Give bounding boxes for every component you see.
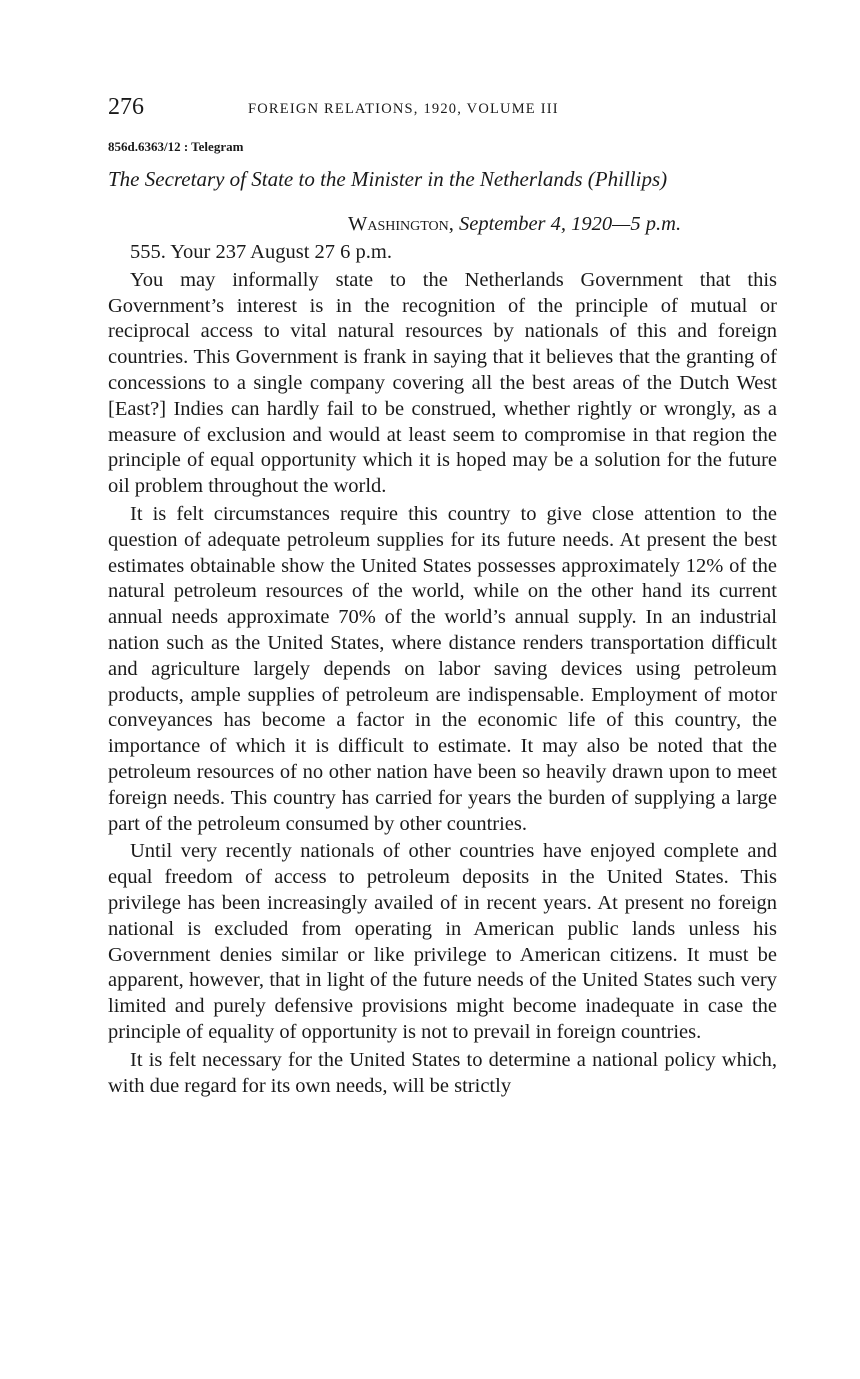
file-reference: 856d.6363/12 : Telegram — [108, 139, 244, 154]
paragraph-reference: 555. Your 237 August 27 6 p.m. — [130, 241, 392, 263]
document-title: The Secretary of State to the Minister in the Netherlands (Phillips) — [108, 167, 668, 191]
telegram-body — [108, 240, 777, 1099]
document-page — [108, 92, 777, 1101]
dateline-date: September 4, 1920—5 p.m. — [459, 213, 682, 235]
header-title: FOREIGN RELATIONS, 1920, VOLUME III — [248, 101, 559, 117]
paragraph: It is felt necessary for the United States to determine a national policy which, with due regard for its own needs, will be strictly — [108, 1048, 777, 1097]
paragraph: You may informally state to the Netherlands Government that this Government’s interest is in the recognition of the principle of mutual or reciprocal access to vital natural resources by nationals of this and foreign countries. This Government is frank in saying that it believes that the granting of concessions to a single company covering all the best areas of the Dutch West [East?] Indies can hardly fail to be construed, whether rightly or wrongly, as a measure of exclusion and would at least seem to compromise in that region the principle of equal opportunity which it is hoped may be a solution for the future oil problem throughout the world. — [108, 268, 777, 498]
paragraph: Until very recently nationals of other countries have enjoyed complete and equal freedom of access to petroleum deposits in the United States. This privilege has been increasingly availed of in recent years. At present no foreign national is excluded from operating in American public lands unless his Government denies similar or like privilege to American citizens. It must be apparent, however, that in light of the future needs of the United States such very limited and purely defensive provisions might become inadequate in case the principle of equality of opportunity is not to prevail in foreign countries. — [108, 840, 777, 1043]
dateline-place: Washington, — [348, 213, 454, 235]
running-head — [108, 92, 777, 126]
page-number: 276 — [108, 94, 144, 120]
paragraph: It is felt circumstances require this country to give close attention to the question of adequate petroleum supplies for its future needs. At present the best estimates obtainable show the United States possesses approximately 12% of the natural petroleum resources of the world, while on the other hand its current annual needs approximate 70% of the world’s annual supply. In an industrial nation such as the United States, where distance renders transportation difficult and agriculture largely depends on labor saving devices using petroleum products, ample supplies of petroleum are indispensable. Employment of motor conveyances has become a factor in the economic life of this country, the importance of which it is difficult to estimate. It may also be noted that the petroleum resources of no other nation have been so heavily drawn upon to meet foreign needs. This country has carried for years the burden of supplying a large part of the petroleum consumed by other countries. — [108, 502, 777, 835]
dateline — [108, 210, 777, 238]
